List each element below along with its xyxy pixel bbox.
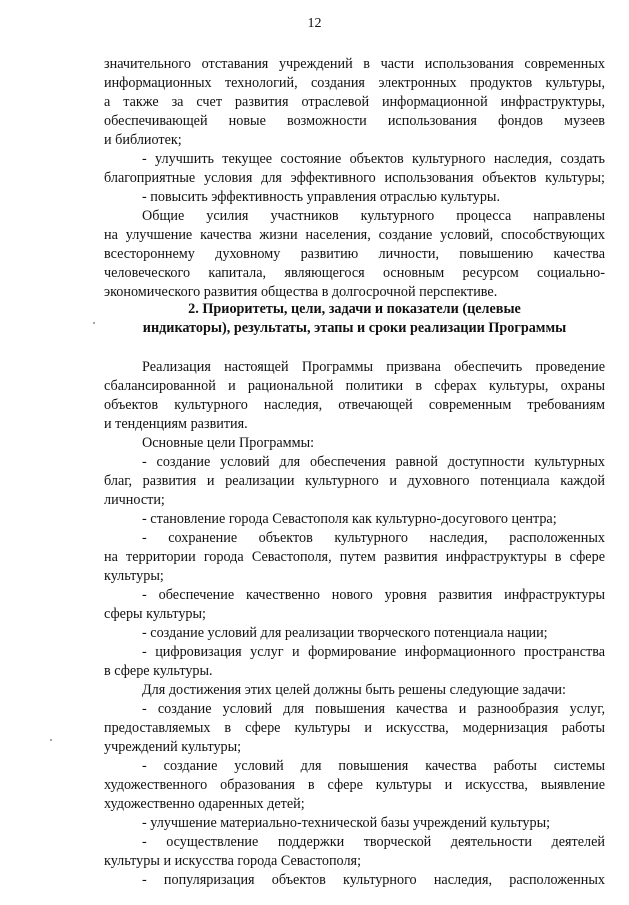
- text-line: - обеспечение качественно нового уровня развития инфраструктуры: [142, 587, 605, 603]
- text-line: - повысить эффективность управления отраслью культуры.: [142, 189, 500, 205]
- page-number: 12: [307, 16, 322, 31]
- text-line: учреждений культуры;: [104, 739, 242, 755]
- text-line: на улучшение качества жизни населения, создание условий, способствующих: [104, 227, 605, 243]
- text-line: предоставляемых в сфере культуры и искусства, модернизация работы: [104, 720, 605, 736]
- text-line: на территории города Севастополя, путем развития инфраструктуры в сфере: [104, 549, 605, 565]
- text-line: художественно одаренных детей;: [104, 796, 305, 812]
- text-line: Для достижения этих целей должны быть решены следующие задачи:: [142, 682, 566, 698]
- text-line: - цифровизация услуг и формирование информационного пространства: [142, 644, 605, 660]
- text-line: - создание условий для реализации творческого потенциала нации;: [142, 625, 548, 641]
- text-line: - улучшить текущее состояние объектов культурного наследия, создать: [142, 151, 605, 167]
- text-line: обеспечивающей новые возможности использования фондов музеев: [104, 113, 605, 129]
- text-line: информационных технологий, создания электронных продуктов культуры,: [104, 75, 605, 91]
- section-body: [104, 358, 605, 890]
- text-line: Реализация настоящей Программы призвана обеспечить проведение: [142, 359, 605, 375]
- text-line: художественного образования в сфере культуры и искусства, выявление: [104, 777, 605, 793]
- text-line: - осуществление поддержки творческой деятельности деятелей: [142, 834, 605, 850]
- text-line: - создание условий для обеспечения равной доступности культурных: [142, 454, 605, 470]
- text-line: благ, развития и реализации культурного и духовного потенциала каждой: [104, 473, 605, 489]
- margin-speck: [50, 739, 52, 741]
- text-line: и тенденциям развития.: [104, 416, 248, 432]
- text-line: значительного отставания учреждений в части использования современных: [104, 56, 605, 72]
- text-line: - улучшение материально-технической базы учреждений культуры;: [142, 815, 551, 831]
- text-line: сбалансированной и рациональной политики в сферах культуры, охраны: [104, 378, 605, 394]
- margin-speck: [93, 322, 95, 324]
- text-line: а также за счет развития отраслевой информационной инфраструктуры,: [104, 94, 605, 110]
- text-line: всестороннему духовному развитию личности, повышению качества: [104, 246, 605, 262]
- text-line: культуры и искусства города Севастополя;: [104, 853, 362, 869]
- text-line: Общие усилия участников культурного процесса направлены: [142, 208, 605, 224]
- text-line: благоприятные условия для эффективного использования объектов культуры;: [104, 170, 605, 186]
- text-line: - становление города Севастополя как культурно-досугового центра;: [142, 511, 557, 527]
- text-line: сферы культуры;: [104, 606, 206, 622]
- text-line: - сохранение объектов культурного наследия, расположенных: [142, 530, 605, 546]
- text-line: - создание условий для повышения качества работы системы: [142, 758, 605, 774]
- text-line: культуры;: [104, 568, 164, 584]
- text-line: личности;: [104, 492, 165, 508]
- text-line: экономического развития общества в долгосрочной перспективе.: [104, 284, 498, 300]
- text-line: человеческого капитала, являющегося основным ресурсом социально-: [104, 265, 605, 281]
- intro-paragraphs: [104, 55, 605, 302]
- text-line: и библиотек;: [104, 132, 182, 148]
- heading-line: индикаторы), результаты, этапы и сроки реализации Программы: [142, 320, 567, 336]
- text-line: - популяризация объектов культурного наследия, расположенных: [142, 872, 605, 888]
- text-line: - создание условий для повышения качества и разнообразия услуг,: [142, 701, 605, 717]
- text-line: объектов культурного наследия, отвечающей современным требованиям: [104, 397, 605, 413]
- section-heading: [104, 300, 605, 338]
- text-line: в сфере культуры.: [104, 663, 213, 679]
- text-line: Основные цели Программы:: [142, 435, 315, 451]
- heading-line: 2. Приоритеты, цели, задачи и показатели (целевые: [188, 301, 521, 317]
